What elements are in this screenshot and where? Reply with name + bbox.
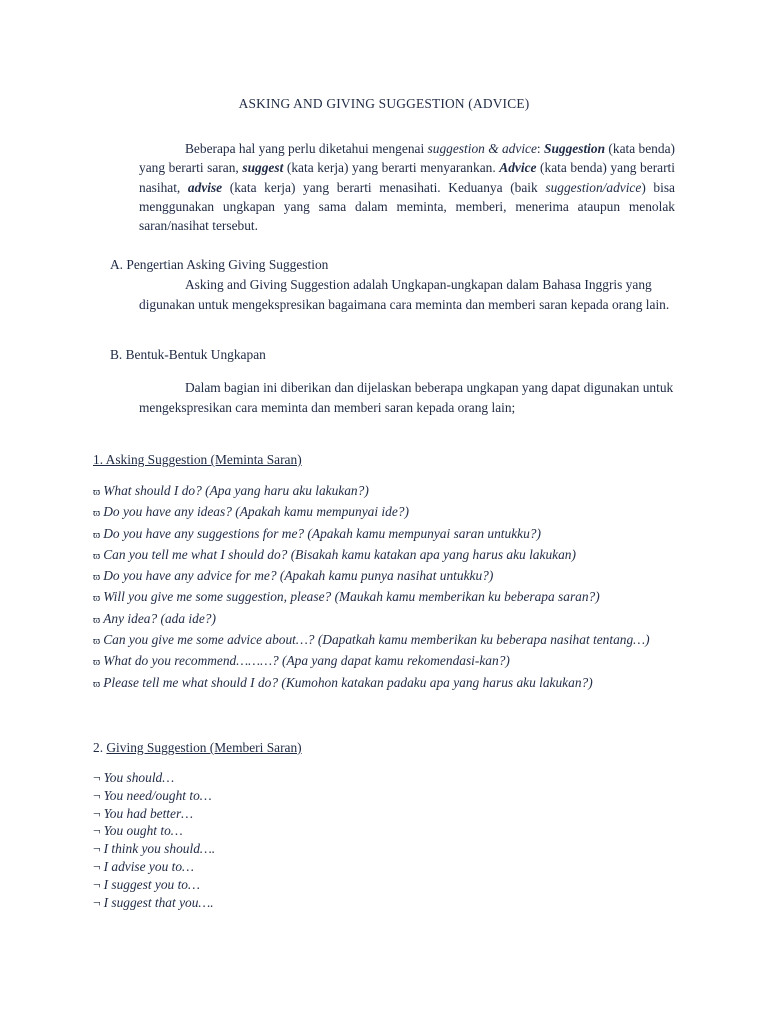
intro-term-bold: Advice	[499, 160, 537, 176]
bullet-icon: ¬	[93, 805, 101, 821]
list-item-text: Please tell me what should I do? (Kumohon katakan padaku apa yang harus aku lakukan?)	[103, 674, 593, 690]
list-item-text: Do you have any ideas? (Apakah kamu mempunyai ide?)	[103, 504, 409, 520]
list-item	[93, 840, 493, 858]
section-b-heading: B. Bentuk-Bentuk Ungkapan	[110, 347, 266, 362]
intro-text: Beberapa hal yang perlu diketahui mengenai	[185, 141, 428, 156]
list-item	[93, 876, 493, 894]
list-item	[93, 524, 683, 545]
bullet-icon: ¬	[93, 823, 101, 839]
section-a-heading: A. Pengertian Asking Giving Suggestion	[110, 257, 329, 272]
bullet-icon: ϖ	[93, 677, 101, 690]
bullet-icon: ¬	[93, 858, 101, 874]
list-item-text: You ought to…	[103, 823, 183, 839]
section-b-paragraph: Dalam bagian ini diberikan dan dijelaskan beberapa ungkapan yang dapat digunakan untuk mengekspresikan cara meminta dan memberi saran kepada orang lain;	[139, 380, 674, 415]
intro-paragraph	[139, 139, 675, 235]
list-item	[93, 769, 493, 787]
list-item-text: Any idea? (ada ide?)	[103, 610, 216, 626]
giving-list	[93, 769, 493, 911]
document-title: ASKING AND GIVING SUGGESTION (ADVICE)	[238, 96, 530, 111]
bullet-icon: ϖ	[93, 486, 101, 498]
list-item	[93, 566, 683, 587]
intro-term: suggestion/advice	[545, 179, 642, 195]
list-item	[93, 630, 683, 651]
bullet-icon: ϖ	[93, 549, 101, 562]
list-item	[93, 502, 683, 523]
intro-term-bold: Suggestion	[544, 141, 606, 156]
intro-text: (kata kerja) yang berarti menyarankan.	[283, 160, 500, 176]
list-item-text: Do you have any suggestions for me? (Apakah kamu mempunyai saran untukku?)	[103, 525, 541, 541]
bullet-icon: ϖ	[93, 592, 101, 605]
intro-text: ) bisa menggunakan ungkapan yang sama dalam meminta, memberi, menerima ataupun menolak saran/nasihat tersebut.	[139, 179, 675, 234]
bullet-icon: ¬	[93, 894, 101, 910]
list-item-text: What should I do? (Apa yang haru aku lakukan?)	[103, 483, 369, 498]
bullet-icon: ϖ	[93, 656, 101, 669]
list-item-text: You need/ought to…	[103, 787, 212, 803]
list-item	[93, 609, 683, 630]
bullet-icon: ϖ	[93, 635, 101, 648]
list-item-text: You should…	[103, 770, 175, 785]
bullet-icon: ϖ	[93, 507, 101, 520]
list-item-text: Can you give me some advice about…? (Dapatkah kamu memberikan ku beberapa nasihat tentang…)	[103, 632, 650, 648]
list-item-text: Can you tell me what I should do? (Bisakah kamu katakan apa yang harus aku lakukan)	[103, 546, 576, 562]
list-item	[93, 587, 683, 608]
bullet-icon: ¬	[93, 841, 101, 857]
bullet-icon: ¬	[93, 770, 101, 785]
list-item-text: You had better…	[103, 805, 194, 821]
list-item-text: I advise you to…	[103, 858, 194, 874]
intro-term: suggestion & advice	[427, 141, 537, 156]
list-item-text: Do you have any advice for me? (Apakah kamu punya nasihat untukku?)	[103, 568, 494, 584]
list-item-text: Will you give me some suggestion, please? (Maukah kamu memberikan ku beberapa saran?)	[103, 589, 600, 605]
heading-text: Giving Suggestion (Memberi Saran)	[106, 740, 302, 755]
section-a-paragraph: Asking and Giving Suggestion adalah Ungkapan-ungkapan dalam Bahasa Inggris yang digunakan untuk mengekspresikan bagaimana cara meminta dan memberi saran kepada orang lain.	[139, 277, 670, 312]
intro-text: (kata benda) yang berarti saran,	[139, 141, 675, 176]
bullet-icon: ϖ	[93, 528, 101, 541]
giving-suggestion-heading	[93, 739, 302, 757]
list-item	[93, 651, 683, 672]
list-item	[93, 545, 683, 566]
list-item	[93, 858, 493, 876]
list-item	[93, 894, 493, 912]
list-item	[93, 481, 683, 502]
asking-list	[93, 481, 683, 694]
list-item	[93, 805, 493, 823]
list-item	[93, 822, 493, 840]
bullet-icon: ¬	[93, 876, 101, 892]
intro-text: (kata benda) yang berarti nasihat,	[139, 160, 675, 195]
asking-suggestion-heading: 1. Asking Suggestion (Meminta Saran)	[93, 452, 302, 467]
list-item-text: I think you should….	[103, 841, 216, 857]
list-item	[93, 673, 683, 694]
intro-text: (kata kerja) yang berarti menasihati. Keduanya (baik	[222, 179, 546, 195]
bullet-icon: ϖ	[93, 571, 101, 584]
list-item-text: What do you recommend………? (Apa yang dapat kamu rekomendasi-kan?)	[103, 653, 510, 669]
list-item-text: I suggest that you….	[103, 894, 214, 910]
heading-number: 2.	[93, 740, 107, 755]
intro-term-bold: suggest	[242, 160, 284, 176]
list-item-text: I suggest you to…	[103, 876, 200, 892]
intro-term-bold: advise	[187, 179, 223, 195]
list-item	[93, 787, 493, 805]
bullet-icon: ϖ	[93, 613, 101, 626]
intro-text: :	[536, 141, 545, 156]
bullet-icon: ¬	[93, 787, 101, 803]
